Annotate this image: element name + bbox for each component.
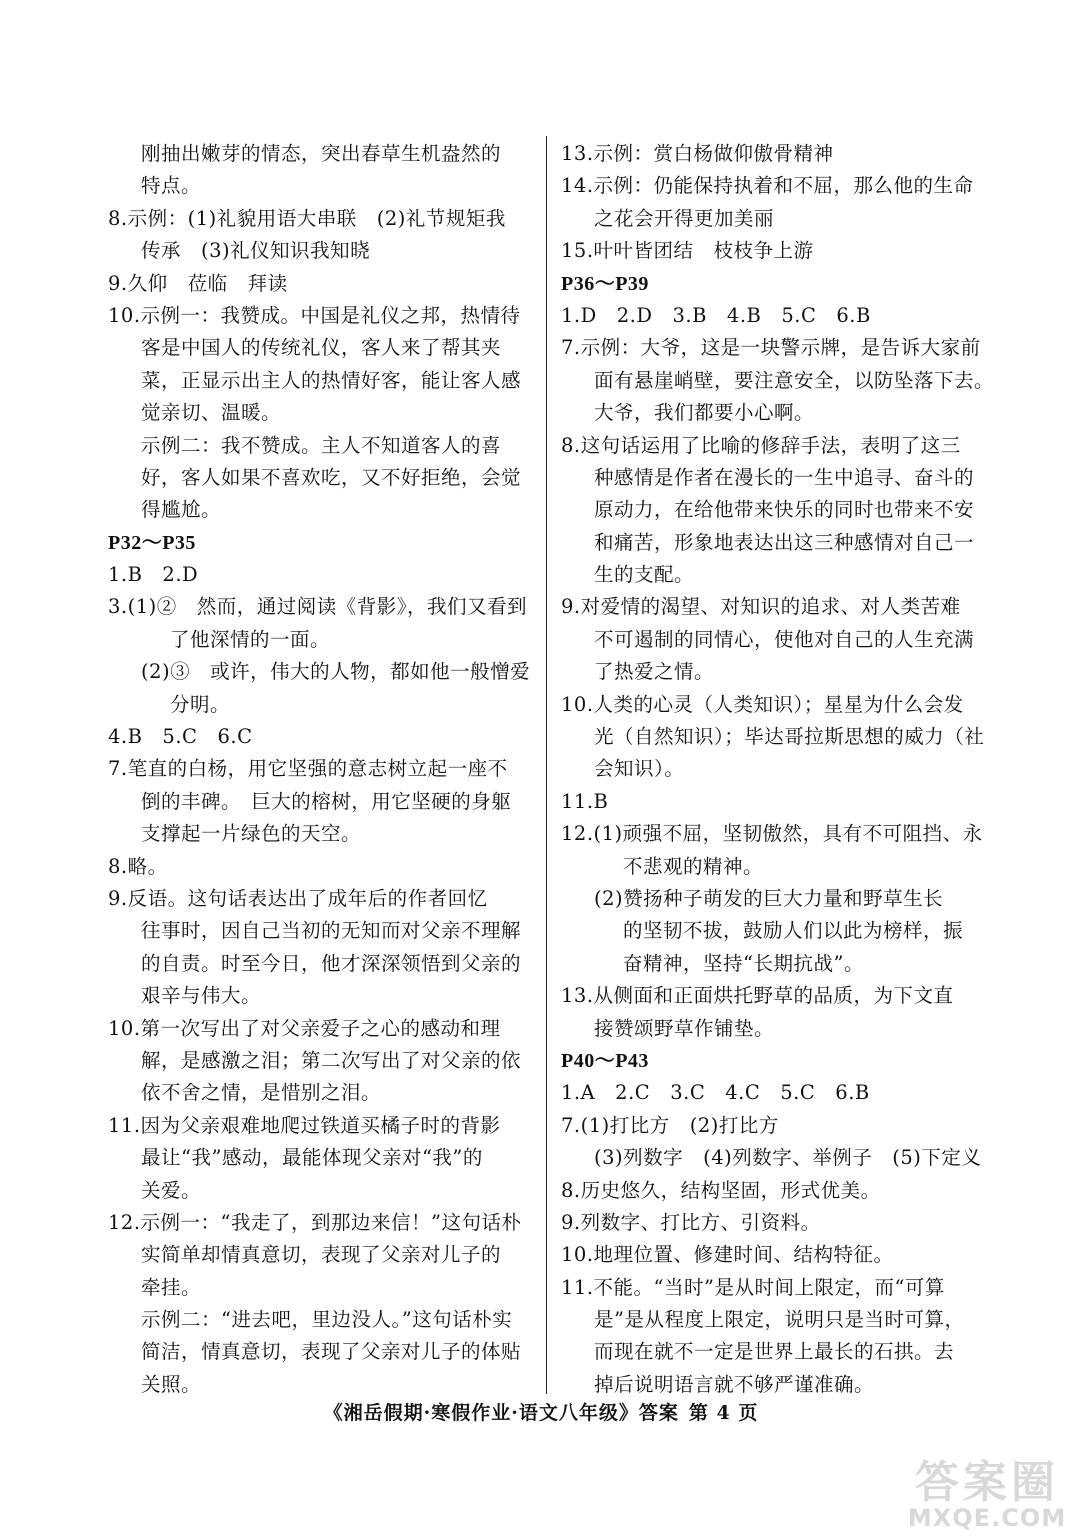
answer-line: 得尴尬。 <box>141 498 222 522</box>
answer-line: 最让“我”感动，最能体现父亲对“我”的 <box>141 1146 483 1170</box>
answer-line: 之花会开得更加美丽 <box>594 206 775 230</box>
section-heading: P36～P39 <box>561 272 649 295</box>
answer-line: 关爱。 <box>141 1178 202 1202</box>
answer-line: 不可遏制的同情心，使他对自己的人生充满 <box>594 627 975 651</box>
answer-line: 了热爱之情。 <box>594 660 715 684</box>
right-column <box>561 138 995 1401</box>
answer-line: 8.历史悠久，结构坚固，形式优美。 <box>561 1178 881 1202</box>
answer-line: 种感情是作者在漫长的一生中追寻、奋斗的 <box>594 465 975 489</box>
answer-line: (2)③ 或许，伟大的人物，都如他一般憎爱 <box>141 660 531 684</box>
answer-line: 4.B 5.C 6.C <box>108 725 253 749</box>
answer-line: 解，是感激之泪；第二次写出了对父亲的依 <box>141 1048 522 1072</box>
answer-line: 9.对爱情的渴望、对知识的追求、对人类苦难 <box>561 595 961 619</box>
watermark-text: 答案圈 <box>915 1457 1059 1508</box>
answer-line: 9.久仰 莅临 拜读 <box>108 271 288 295</box>
answer-line: 1.D 2.D 3.B 4.B 5.C 6.B <box>561 303 871 327</box>
answer-line: 是”是从程度上限定，说明只是当时可算， <box>594 1308 965 1332</box>
answer-line: 10.示例一：我赞成。中国是礼仪之邦，热情待 <box>108 303 521 327</box>
answer-line: 1.B 2.D <box>108 563 199 587</box>
left-column <box>108 138 534 1401</box>
answer-line: 8.略。 <box>108 854 168 878</box>
answer-line: 15.叶叶皆团结 枝枝争上游 <box>561 239 814 263</box>
answer-line: 客是中国人的传统礼仪，客人来了帮其夹 <box>141 336 502 360</box>
answer-line: 觉亲切、温暖。 <box>141 401 282 425</box>
answer-line: 10.第一次写出了对父亲爱子之心的感动和理 <box>108 1016 501 1040</box>
answer-line: 刚抽出嫩芽的情态，突出春草生机盎然的 <box>141 142 502 165</box>
answer-line: 10.地理位置、修建时间、结构特征。 <box>561 1243 894 1267</box>
section-heading: P32～P35 <box>108 531 196 554</box>
answer-line: 13.从侧面和正面烘托野草的品质，为下文直 <box>561 984 954 1008</box>
answer-line: 的自责。时至今日，他才深深领悟到父亲的 <box>141 951 522 975</box>
answer-line: 8.示例：(1)礼貌用语大串联 (2)礼节规矩我 <box>108 206 506 230</box>
answer-line: 大爷，我们都要小心啊。 <box>594 401 815 425</box>
answer-line: 奋精神，坚持“长期抗战”。 <box>623 951 864 975</box>
answer-line: 的坚韧不拔，鼓励人们以此为榜样，振 <box>623 919 964 943</box>
answer-line: 7.笔直的白杨，用它坚强的意志树立起一座不 <box>108 757 508 781</box>
answer-line: 实简单却情真意切，表现了父亲对儿子的 <box>141 1243 502 1267</box>
answer-line: 和痛苦，形象地表达出这三种感情对自己一 <box>594 530 975 554</box>
answer-line: 传承 (3)礼仪知识我知晓 <box>141 239 371 263</box>
answer-line: (2)赞扬种子萌发的巨大力量和野草生长 <box>594 886 944 910</box>
answer-line: 而现在就不一定是世界上最长的石拱。去 <box>594 1340 955 1364</box>
answer-line: 3.(1)② 然而，通过阅读《背影》，我们又看到 <box>108 595 527 619</box>
answer-line: 掉后说明语言就不够严谨准确。 <box>594 1372 875 1396</box>
answer-line: 7.示例：大爷，这是一块警示牌，是告诉大家前 <box>561 336 981 360</box>
answer-line: 示例二：“进去吧，里边没人。”这句话朴实 <box>141 1308 513 1332</box>
answer-line: 倒的丰碑。 巨大的榕树，用它坚硬的身躯 <box>141 789 512 813</box>
answer-line: 14.示例：仍能保持执着和不屈，那么他的生命 <box>561 174 974 198</box>
answer-line: 示例二：我不赞成。主人不知道客人的喜 <box>141 433 502 457</box>
section-heading: P40～P43 <box>561 1049 649 1072</box>
answer-line: 支撑起一片绿色的天空。 <box>141 822 362 846</box>
answer-line: 11.因为父亲艰难地爬过铁道买橘子时的背影 <box>108 1113 501 1137</box>
answer-line: 不悲观的精神。 <box>623 854 764 878</box>
answer-line: 11.B <box>561 789 609 813</box>
page-footer <box>0 1398 1082 1425</box>
answer-line: 8.这句话运用了比喻的修辞手法，表明了这三 <box>561 433 961 457</box>
answer-line: 1.A 2.C 3.C 4.C 5.C 6.B <box>561 1081 870 1105</box>
answer-line: (3)列数字 (4)列数字、举例子 (5)下定义 <box>594 1146 982 1170</box>
answer-line: 9.列数字、打比方、引资料。 <box>561 1210 821 1234</box>
answer-line: 牵挂。 <box>141 1275 202 1299</box>
answer-line: 了他深情的一面。 <box>170 627 331 651</box>
answer-line: 好，客人如果不喜欢吃，又不好拒绝，会觉 <box>141 465 522 489</box>
watermark-url: MXQE.COM <box>907 1504 1067 1532</box>
watermark-logo <box>900 1446 1076 1532</box>
answer-line: 分明。 <box>170 692 231 716</box>
answer-line: 依不舍之情，是惜别之泪。 <box>141 1081 382 1105</box>
answer-line: 10.人类的心灵（人类知识）；星星为什么会发 <box>561 692 964 716</box>
answer-line: 关照。 <box>141 1372 202 1396</box>
answer-line: 12.示例一：“我走了，到那边来信！”这句话朴 <box>108 1210 522 1234</box>
answer-line: 会知识）。 <box>594 757 685 781</box>
answer-line: 面有悬崖峭壁，要注意安全，以防坠落下去。 <box>594 368 995 392</box>
answer-line: 7.(1)打比方 (2)打比方 <box>561 1113 779 1137</box>
answer-line: 往事时，因自己当初的无知而对父亲不理解 <box>141 919 522 943</box>
page-number: 第 4 页 <box>688 1402 759 1424</box>
answer-line: 简洁，情真意切，表现了父亲对儿子的体贴 <box>141 1340 522 1364</box>
column-divider <box>546 136 547 1394</box>
answer-line: 光（自然知识）；毕达哥拉斯思想的威力（社 <box>594 725 985 749</box>
answer-line: 原动力，在给他带来快乐的同时也带来不安 <box>594 498 975 522</box>
answer-line: 11.不能。“当时”是从时间上限定，而“可算 <box>561 1275 945 1299</box>
answer-line: 菜，正显示出主人的热情好客，能让客人感 <box>141 368 522 392</box>
answer-line: 9.反语。这句话表达出了成年后的作者回忆 <box>108 886 488 910</box>
answer-line: 13.示例：赏白杨做仰傲骨精神 <box>561 142 834 165</box>
answer-line: 特点。 <box>141 174 202 198</box>
answer-line: 艰辛与伟大。 <box>141 984 262 1008</box>
footer-title: 《湘岳假期·寒假作业·语文八年级》答案 <box>323 1402 679 1424</box>
answer-line: 接赞颂野草作铺垫。 <box>594 1016 775 1040</box>
answer-line: 12.(1)顽强不屈，坚韧傲然，具有不可阻挡、永 <box>561 822 983 846</box>
answer-line: 生的支配。 <box>594 563 695 587</box>
